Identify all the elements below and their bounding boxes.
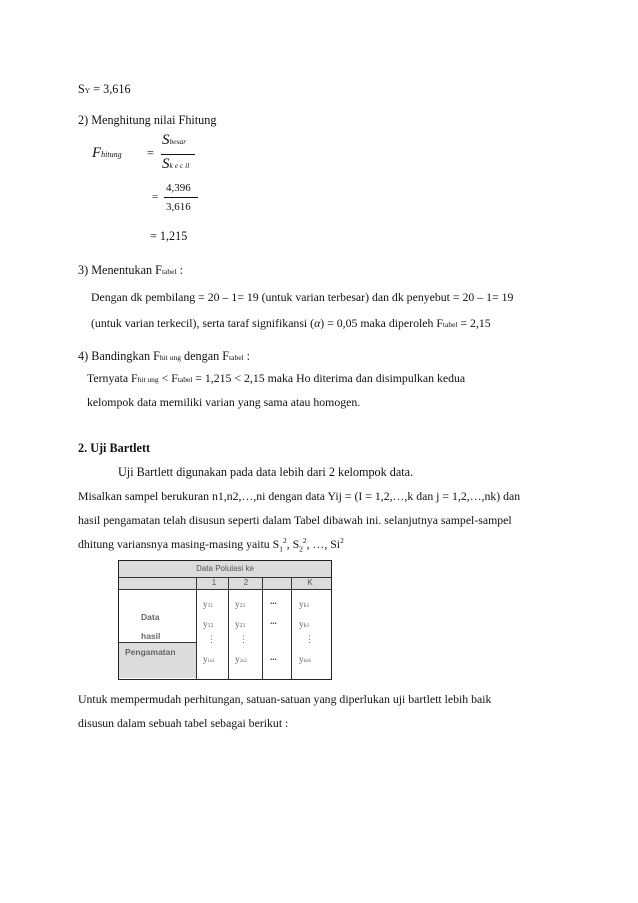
step2-heading: 2) Menghitung nilai Fhitung bbox=[78, 113, 217, 127]
table-cell: y1n1 bbox=[203, 654, 215, 664]
s-kecil-denominator: Sk e c il bbox=[162, 156, 190, 172]
table-cell: yk1 bbox=[299, 619, 310, 629]
fraction-denominator: 3,616 bbox=[166, 201, 191, 213]
table-cell: y12 bbox=[203, 619, 214, 629]
closing-line2: disusun dalam sebuah tabel sebagai berikut : bbox=[78, 716, 289, 730]
table-cell: y21 bbox=[235, 619, 246, 629]
section2-p4: dhitung variansnya masing-masing yaitu $S_1^2$, $S_2^2$, …, Si$^2$ bbox=[78, 536, 344, 554]
section2-p3: hasil pengamatan telah disusun seperti dalam Tabel dibawah ini. selanjutnya sampel-sampel bbox=[78, 513, 512, 527]
section-title: 2. Uji Bartlett bbox=[78, 441, 151, 455]
table-rule bbox=[262, 577, 263, 679]
equals-sign: = bbox=[147, 146, 154, 160]
section2-p2: Misalkan sampel berukuran n1,n2,…,ni dengan data Yij = (I = 1,2,…,k dan j = 1,2,…,nk) dan bbox=[78, 489, 521, 503]
equals-sign-2: = bbox=[152, 191, 159, 203]
step4-heading: 4) Bandingkan Fhit ung dengan Ftabel : bbox=[78, 349, 251, 363]
row-label-pengamatan: Pengamatan bbox=[125, 647, 176, 657]
section2-p1: Uji Bartlett digunakan pada data lebih dari 2 kelompok data. bbox=[118, 465, 414, 479]
table-title: Data Polulasi ke bbox=[119, 561, 331, 577]
table-rule bbox=[196, 577, 197, 679]
fraction-numerator: 4,396 bbox=[166, 182, 191, 194]
row-label-data: Data bbox=[141, 612, 160, 622]
table-rule bbox=[119, 577, 331, 578]
s-besar-numerator: Sbesar bbox=[162, 132, 187, 148]
table-col-header: K bbox=[307, 578, 313, 587]
table-cell: yk1 bbox=[299, 599, 310, 609]
table-rule bbox=[291, 577, 292, 679]
table-cell: ... bbox=[270, 596, 277, 606]
table-cell: y11 bbox=[203, 599, 214, 609]
table-col-header: 1 bbox=[211, 578, 217, 587]
table-header-blank bbox=[119, 577, 196, 589]
table-cell: y21 bbox=[235, 599, 246, 609]
f-hitung-symbol: Fhitung bbox=[92, 145, 122, 161]
fraction-bar bbox=[164, 197, 198, 198]
table-cell: ⋮ bbox=[305, 634, 314, 644]
step3-heading: 3) Menentukan Ftabel : bbox=[78, 263, 183, 277]
row-label-hasil: hasil bbox=[141, 631, 161, 641]
table-col-header: 2 bbox=[243, 578, 249, 587]
step4-line2: kelompok data memiliki varian yang sama atau homogen. bbox=[87, 395, 361, 409]
step4-line1: Ternyata Fhit ung < Ftabel = 1,215 < 2,15 maka Ho diterima dan disimpulkan kedua bbox=[87, 371, 466, 385]
closing-line1: Untuk mempermudah perhitungan, satuan-satuan yang diperlukan uji bartlett lebih baik bbox=[78, 692, 492, 706]
sy-value-line: SY = 3,616 bbox=[78, 82, 131, 96]
f-hitung-result: = 1,215 bbox=[150, 229, 188, 243]
step3-line1: Dengan dk pembilang = 20 – 1= 19 (untuk varian terbesar) dan dk penyebut = 20 – 1= 19 bbox=[91, 290, 514, 304]
table-rule bbox=[119, 589, 331, 590]
table-cell: y2n2 bbox=[235, 654, 247, 664]
table-rule bbox=[119, 642, 196, 643]
table-cell: ... bbox=[270, 652, 277, 662]
fraction-bar-main bbox=[161, 154, 195, 155]
table-rule bbox=[228, 577, 229, 679]
population-data-table bbox=[118, 560, 332, 680]
table-cell: ... bbox=[270, 616, 277, 626]
table-cell: ⋮ bbox=[207, 634, 216, 644]
step3-line2: (untuk varian terkecil), serta taraf signifikansi (α) = 0,05 maka diperoleh Ftabel = 2,15 bbox=[91, 316, 491, 330]
table-cell: yknk bbox=[299, 654, 311, 664]
table-cell: ⋮ bbox=[239, 634, 248, 644]
